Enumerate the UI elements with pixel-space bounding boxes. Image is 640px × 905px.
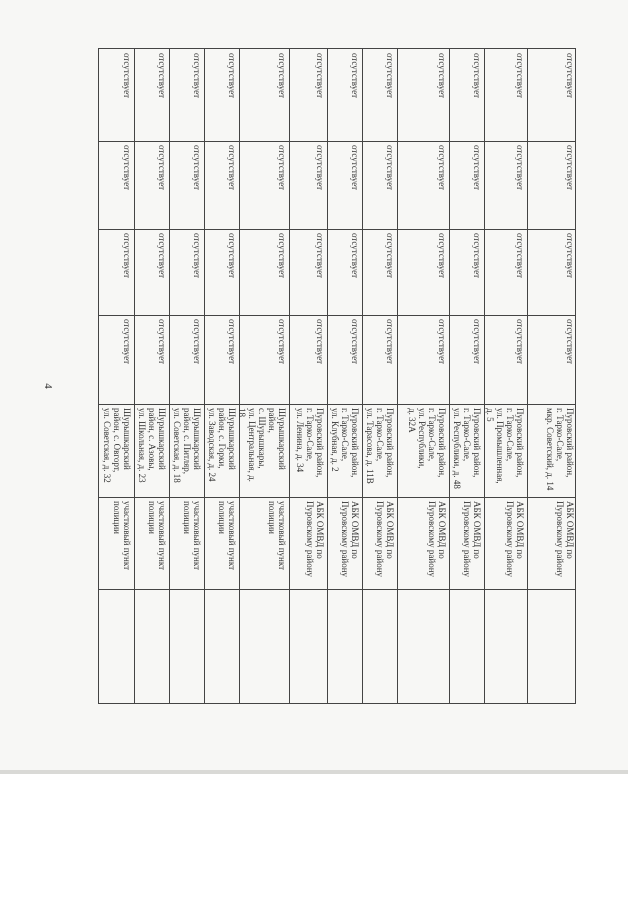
object-name-cell-text: АБК ОМВД по Пуровскому району [427,501,447,578]
value-cell-text: отсутствует [437,53,447,99]
value-cell [99,49,134,141]
object-name-cell [134,497,169,589]
address-cell [239,404,289,497]
address-cell-text: Пуровский район, г. Тарко-Сале, ул. Промышленная, д. 5 [485,408,525,484]
address-cell [327,404,362,497]
value-cell-text: отсутствует [472,233,482,279]
value-cell [362,141,397,229]
object-name-cell-text: АБК ОМВД по Пуровскому району [340,501,360,578]
value-cell [449,49,484,141]
address-cell [134,404,169,497]
value-cell [289,49,327,141]
value-cell-text: отсутствует [157,319,167,365]
value-cell-text: отсутствует [315,53,325,99]
address-cell [204,404,239,497]
address-cell-text: Пуровский район, г. Тарко-Сале, ул. Республики, д. 48 [452,408,482,489]
value-cell-text: отсутствует [350,319,360,365]
value-cell-text: отсутствует [565,145,575,191]
value-cell [239,229,289,315]
value-cell [239,49,289,141]
value-cell [204,49,239,141]
object-name-cell-text: АБК ОМВД по Пуровскому району [555,501,575,578]
value-cell-text: отсутствует [227,53,237,99]
value-cell [169,229,204,315]
object-name-cell-text: АБК ОМВД по Пуровскому району [375,501,395,578]
address-cell-text: Пуровский район, г. Тарко-Сале, ул. Тарасова, д. 11В [365,408,395,484]
value-cell [362,229,397,315]
object-name-cell [204,497,239,589]
address-cell [169,404,204,497]
value-cell [527,229,577,315]
value-cell-text: отсутствует [227,233,237,279]
value-cell [289,229,327,315]
object-name-cell [239,497,289,589]
address-cell-text: Шурышкарский район, с. Овгорт, ул. Советская, д. 32 [102,408,132,483]
value-cell [397,229,449,315]
value-cell-text: отсутствует [472,145,482,191]
value-cell [134,229,169,315]
value-cell [289,315,327,404]
page-number: 4 [41,383,54,389]
value-cell [449,141,484,229]
address-cell [99,404,134,497]
value-cell-text: отсутствует [515,319,525,365]
value-cell [134,49,169,141]
value-cell-text: отсутствует [437,233,447,279]
value-cell-text: отсутствует [472,319,482,365]
value-cell-text: отсутствует [277,53,287,99]
value-cell [327,49,362,141]
value-cell [484,315,527,404]
value-cell-text: отсутствует [315,233,325,279]
value-cell-text: отсутствует [192,53,202,99]
address-cell [397,404,449,497]
value-cell [484,141,527,229]
object-name-cell-text: АБК ОМВД по Пуровскому району [505,501,525,578]
value-cell-text: отсутствует [122,233,132,279]
value-cell [134,315,169,404]
value-cell [397,141,449,229]
address-cell-text: Пуровский район, г. Тарко-Сале, мкр. Советский, д. 14 [545,408,575,491]
value-cell [362,49,397,141]
value-cell-text: отсутствует [157,53,167,99]
value-cell [239,141,289,229]
value-cell [204,229,239,315]
value-cell-text: отсутствует [437,319,447,365]
object-name-cell [327,497,362,589]
value-cell-text: отсутствует [192,233,202,279]
value-cell-text: отсутствует [437,145,447,191]
value-cell [169,49,204,141]
value-cell-text: отсутствует [350,145,360,191]
value-cell-text: отсутствует [472,53,482,99]
address-cell-text: Пуровский район, г. Тарко-Сале, ул. Клубная, д. 2 [330,408,360,478]
value-cell-text: отсутствует [122,53,132,99]
value-cell-text: отсутствует [565,319,575,365]
value-cell [169,315,204,404]
object-name-cell-text: участковый пункт полиции [147,501,167,571]
value-cell-text: отсутствует [385,145,395,191]
address-cell-text: Шурышкарский район, с. Шурышкары, ул. Центральная, д. 18 [237,408,287,482]
value-cell-text: отсутствует [565,233,575,279]
object-name-cell [449,497,484,589]
value-cell-text: отсутствует [122,319,132,365]
page-edge [0,770,628,774]
value-cell-text: отсутствует [350,53,360,99]
value-cell [527,315,577,404]
value-cell [484,229,527,315]
value-cell [397,49,449,141]
value-cell-text: отсутствует [192,145,202,191]
value-cell-text: отсутствует [565,53,575,99]
value-cell [362,315,397,404]
address-cell [484,404,527,497]
value-cell-text: отсутствует [350,233,360,279]
value-cell [204,315,239,404]
object-name-cell [397,497,449,589]
value-cell [327,141,362,229]
value-cell-text: отсутствует [277,319,287,365]
data-table [98,48,576,704]
object-name-cell [169,497,204,589]
value-cell [527,141,577,229]
value-cell-text: отсутствует [385,53,395,99]
value-cell [204,141,239,229]
address-cell-text: Шурышкарский район, с. Азовы, ул. Школьная, д. 23 [137,408,167,483]
value-cell-text: отсутствует [192,319,202,365]
column-divider [99,589,575,590]
value-cell-text: отсутствует [227,319,237,365]
address-cell-text: Пуровский район, г. Тарко-Сале, ул. Ленина, д. 34 [295,408,325,478]
address-cell [289,404,327,497]
value-cell [449,229,484,315]
value-cell [289,141,327,229]
value-cell [327,229,362,315]
value-cell [327,315,362,404]
value-cell [134,141,169,229]
value-cell [99,315,134,404]
value-cell-text: отсутствует [515,53,525,99]
value-cell-text: отсутствует [315,145,325,191]
address-cell-text: Шурышкарский район, с. Горки, ул. Заводская, д. 24 [207,408,237,482]
address-cell [362,404,397,497]
object-name-cell-text: АБК ОМВД по Пуровскому району [305,501,325,578]
value-cell-text: отсутствует [157,145,167,191]
object-name-cell [527,497,577,589]
value-cell [239,315,289,404]
value-cell-text: отсутствует [315,319,325,365]
value-cell [99,229,134,315]
value-cell-text: отсутствует [385,233,395,279]
value-cell-text: отсутствует [277,233,287,279]
value-cell [169,141,204,229]
object-name-cell [289,497,327,589]
object-name-cell [99,497,134,589]
value-cell-text: отсутствует [122,145,132,191]
value-cell-text: отсутствует [157,233,167,279]
value-cell-text: отсутствует [277,145,287,191]
object-name-cell-text: участковый пункт полиции [182,501,202,571]
value-cell [99,141,134,229]
value-cell [527,49,577,141]
value-cell [484,49,527,141]
object-name-cell-text: участковый пункт полиции [217,501,237,571]
value-cell-text: отсутствует [227,145,237,191]
value-cell [449,315,484,404]
address-cell-text: Шурышкарский район, с. Питляр, ул. Советская, д. 18 [172,408,202,483]
object-name-cell-text: участковый пункт полиции [112,501,132,571]
address-cell [527,404,577,497]
value-cell-text: отсутствует [515,145,525,191]
address-cell-text: Пуровский район, г. Тарко-Сале, ул. Республики, д. 32А [407,408,447,478]
object-name-cell [362,497,397,589]
object-name-cell-text: АБК ОМВД по Пуровскому району [462,501,482,578]
address-cell [449,404,484,497]
value-cell-text: отсутствует [385,319,395,365]
object-name-cell [484,497,527,589]
value-cell-text: отсутствует [515,233,525,279]
object-name-cell-text: участковый пункт полиции [267,501,287,571]
value-cell [397,315,449,404]
